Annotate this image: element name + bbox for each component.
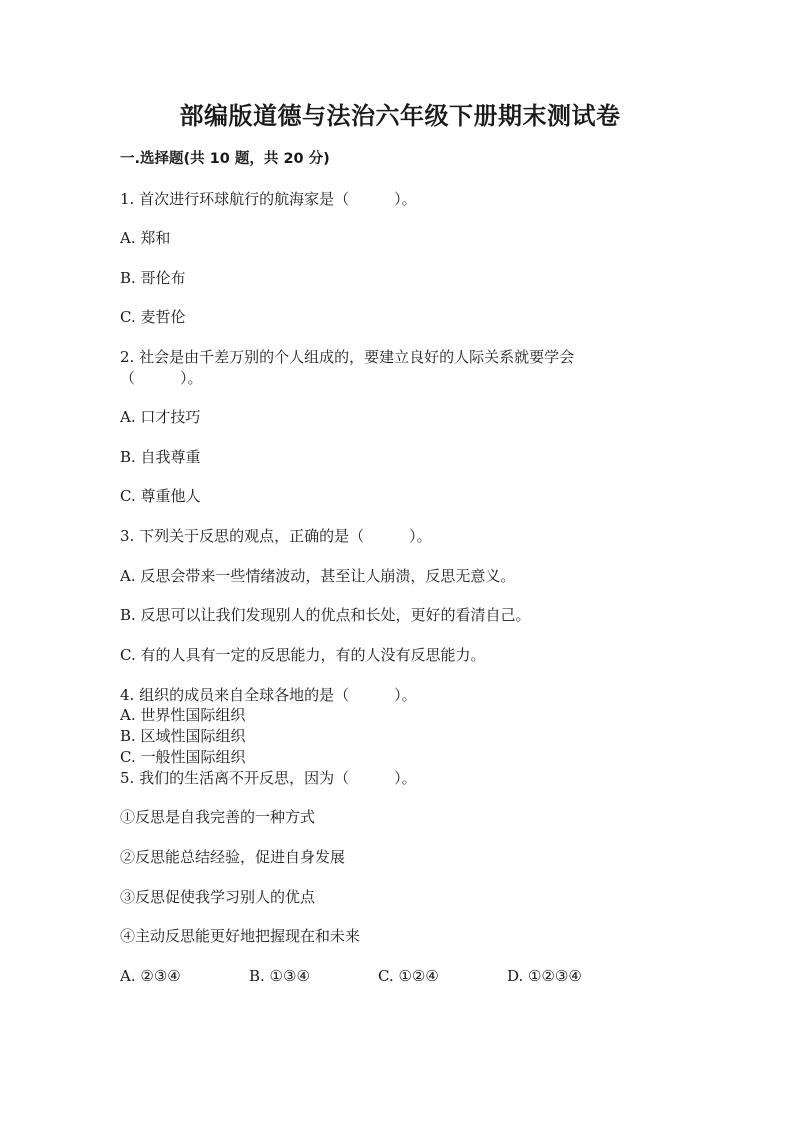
question-1-option-a: A. 郑和 — [120, 229, 171, 247]
question-3-option-a: A. 反思会带来一些情绪波动，甚至让人崩溃，反思无意义。 — [120, 567, 516, 585]
question-5-option-a: A. ②③④ — [120, 967, 181, 985]
question-3-option-b: B. 反思可以让我们发现别人的优点和长处，更好的看清自己。 — [120, 606, 531, 624]
question-5-statement-1: ①反思是自我完善的一种方式 — [120, 808, 316, 826]
page-title: 部编版道德与法治六年级下册期末测试卷 — [179, 101, 621, 130]
question-5-stem: 5. 我们的生活离不开反思，因为（ ）。 — [120, 769, 417, 787]
question-4-option-a: A. 世界性国际组织 — [120, 706, 246, 724]
question-1-option-c: C. 麦哲伦 — [120, 308, 186, 326]
question-2-stem-line-1: 2. 社会是由千差万别的个人组成的，要建立良好的人际关系就要学会 — [120, 348, 575, 366]
question-5-option-b: B. ①③④ — [249, 967, 310, 985]
question-2-option-b: B. 自我尊重 — [120, 448, 201, 466]
question-5-option-d: D. ①②③④ — [507, 967, 582, 985]
question-3-stem: 3. 下列关于反思的观点，正确的是（ ）。 — [120, 527, 432, 545]
question-5-statement-2: ②反思能总结经验，促进自身发展 — [120, 848, 346, 866]
question-1-stem: 1. 首次进行环球航行的航海家是（ ）。 — [120, 190, 417, 208]
question-5-option-c: C. ①②④ — [378, 967, 439, 985]
question-4-stem: 4. 组织的成员来自全球各地的是（ ）。 — [120, 686, 417, 704]
question-1-option-b: B. 哥伦布 — [120, 269, 186, 287]
question-2-option-c: C. 尊重他人 — [120, 487, 201, 505]
question-4-option-c: C. 一般性国际组织 — [120, 748, 246, 766]
question-5-statement-3: ③反思促使我学习别人的优点 — [120, 888, 316, 906]
question-2-stem-line-2: （ ）。 — [120, 369, 203, 387]
section-heading: 一.选择题(共 10 题，共 20 分) — [120, 151, 330, 167]
question-2-option-a: A. 口才技巧 — [120, 408, 201, 426]
question-5-statement-4: ④主动反思能更好地把握现在和未来 — [120, 927, 361, 945]
question-4-option-b: B. 区域性国际组织 — [120, 727, 246, 745]
question-3-option-c: C. 有的人具有一定的反思能力，有的人没有反思能力。 — [120, 646, 486, 664]
